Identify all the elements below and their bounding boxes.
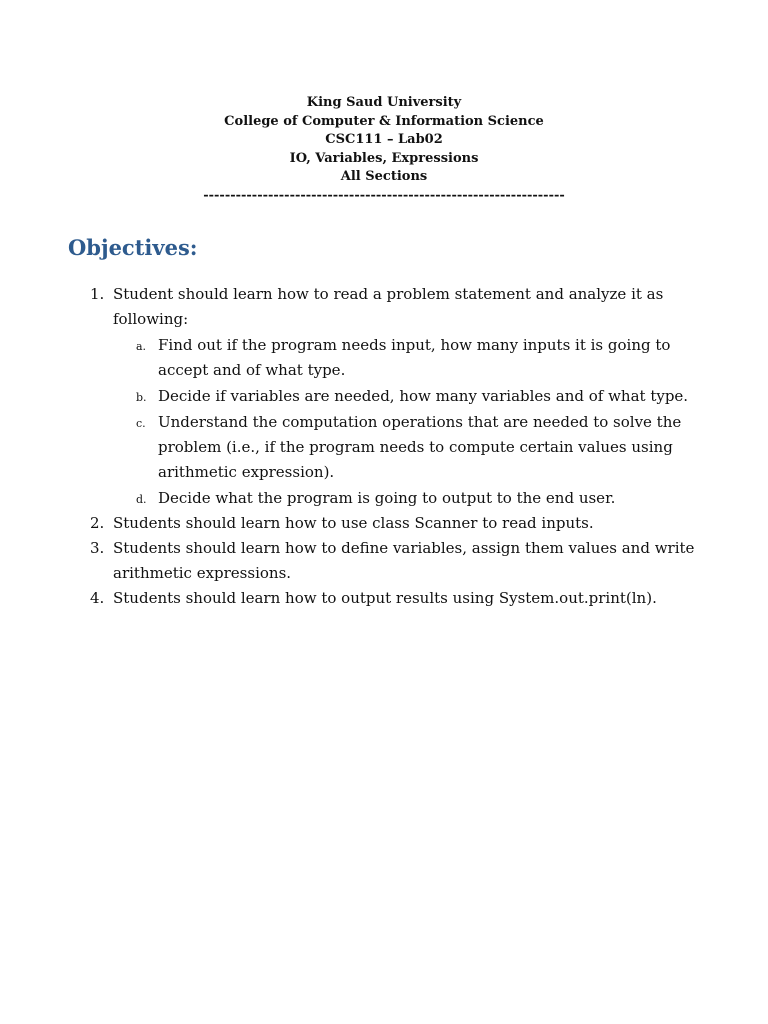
lab-topic: IO, Variables, Expressions xyxy=(289,150,479,166)
objective-number: 4. xyxy=(90,589,105,607)
course-title: CSC111 – Lab02 xyxy=(325,132,443,147)
objectives-heading: Objectives: xyxy=(68,235,198,260)
objective-subitem xyxy=(0,333,768,383)
college-name: College of Computer & Information Science xyxy=(224,113,544,129)
subitem-text: Understand the computation operations that are needed to solve the problem (i.e., if the program needs to compute certain values using arithmetic expression). xyxy=(158,413,682,481)
objective-text: Students should learn how to define variables, assign them values and write arithmetic expressions. xyxy=(113,539,695,582)
document-header xyxy=(0,94,768,205)
subitem-letter: d. xyxy=(136,493,147,506)
sections-label: All Sections xyxy=(340,169,428,184)
objective-number: 3. xyxy=(90,539,105,557)
header-separator: ------------------------------------------------------------------- xyxy=(203,187,565,203)
objective-item xyxy=(0,536,768,586)
objective-number: 1. xyxy=(90,285,105,303)
subitem-text: Find out if the program needs input, how many inputs it is going to accept and of what type. xyxy=(158,336,671,379)
objective-subitem xyxy=(0,410,768,485)
objective-item xyxy=(0,282,768,332)
subitem-letter: b. xyxy=(136,391,147,404)
subitem-text: Decide if variables are needed, how many variables and of what type. xyxy=(158,387,689,405)
objective-text: Student should learn how to read a problem statement and analyze it as following: xyxy=(113,285,664,328)
objective-subitem xyxy=(0,384,768,409)
subitem-letter: a. xyxy=(136,340,147,353)
subitem-text: Decide what the program is going to output to the end user. xyxy=(158,489,616,507)
objective-number: 2. xyxy=(90,514,105,532)
objective-item xyxy=(0,586,768,611)
objective-text: Students should learn how to use class Scanner to read inputs. xyxy=(113,514,594,532)
objective-subitem xyxy=(0,486,768,511)
objectives-list xyxy=(0,282,768,611)
objective-text: Students should learn how to output results using System.out.print(ln). xyxy=(113,589,657,607)
university-name: King Saud University xyxy=(306,95,462,110)
objective-item xyxy=(0,511,768,536)
subitem-letter: c. xyxy=(136,417,146,430)
